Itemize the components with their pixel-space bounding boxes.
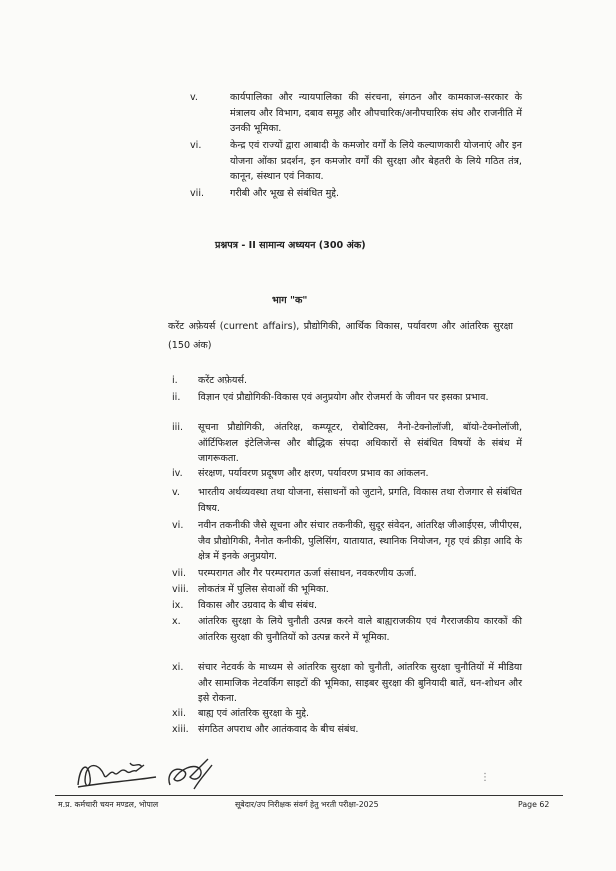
part-heading: भाग "क" (272, 295, 308, 306)
section-intro: करेंट अफ़ेयर्स (current affairs), प्रौद्योगिकी, आर्थिक विकास, पर्यावरण और आंतरिक सुरक्षा (150 अंक) (168, 321, 513, 351)
item-number: xii. (172, 708, 187, 719)
paper-heading: प्रश्नपत्र - II सामान्य अध्ययन (300 अंक) (215, 240, 366, 251)
item-number: vi. (190, 140, 202, 151)
item-number: viii. (172, 584, 189, 595)
list-item (172, 566, 522, 582)
list-item (172, 485, 522, 516)
item-number: vi. (172, 520, 184, 531)
item-number: x. (172, 616, 181, 627)
list-item (172, 722, 522, 738)
list-item (172, 373, 522, 389)
item-text: केन्द्र एवं राज्यों द्वारा आबादी के कमजोर वर्गों के लिये कल्याणकारी योजनाएं और इन योजना ओंका प्रदर्शन, इन कमजोर वर्गों की सुरक्षा और बेहतरी के लिये गठित तंत्र, कानून, संस्थान एवं निकाय. (230, 140, 522, 182)
list-item (172, 420, 522, 467)
list-item (172, 518, 522, 565)
list-item (172, 582, 522, 598)
item-text: संगठित अपराध और आतंकवाद के बीच संबंध. (198, 724, 359, 735)
item-number: ix. (172, 600, 184, 611)
list-item (172, 614, 522, 645)
item-number: xiii. (172, 724, 189, 735)
item-text: संचार नेटवर्क के माध्यम से आंतरिक सुरक्षा को चुनौती, आंतरिक सुरक्षा चुनौतियों में मीडिया और सामाजिक नेटवर्किंग साइटों की भूमिका, साइबर सुरक्षा की बुनियादी बातें, धन-शोधन और इसे रोकना. (198, 662, 522, 704)
item-number: v. (190, 92, 198, 103)
signature-2 (160, 755, 220, 795)
item-text: गरीबी और भूख से संबंधित मुद्दे. (230, 188, 340, 199)
item-number: iii. (172, 422, 184, 433)
item-text: विज्ञान एवं प्रौद्योगिकी-विकास एवं अनुप्रयोग और रोजमर्रा के जीवन पर इसका प्रभाव. (198, 392, 489, 403)
item-number: vii. (190, 188, 205, 199)
item-text: कार्यपालिका और न्यायपालिका की संरचना, संगठन और कामकाज-सरकार के मंत्रालय और विभाग, दबाव समूह और औपचारिक/अनौपचारिक संघ और राजनीति में उनकी भूमिका. (230, 92, 522, 134)
list-item (172, 660, 522, 707)
item-text: करेंट अफ़ेयर्स. (198, 375, 248, 386)
item-text: आंतरिक सुरक्षा के लिये चुनौती उत्पन्न करने वाले बाह्यराजकीय एवं गैरराजकीय कारकों की आंतरिक सुरक्षा की चुनौतियों को उत्पन्न करने में भूमिका. (198, 616, 522, 643)
item-text: संरक्षण, पर्यावरण प्रदूषण और क्षरण, पर्यावरण प्रभाव का आंकलन. (198, 468, 429, 479)
list-item (172, 706, 522, 722)
item-text: नवीन तकनीकी जैसे सूचना और संचार तकनीकी, सुदूर संवेदन, आंतरिक्ष जीआईएस, जीपीएस, जैव प्रौद्योगिकी, नैनोत कनीकी, पुलिसिंग, यातायात, स्थानिक नियोजन, गृह एवं क्रीड़ा आदि के क्षेत्र में इनके अनुप्रयोग. (198, 520, 522, 562)
item-text: बाह्य एवं आंतरिक सुरक्षा के मुद्दे. (198, 708, 310, 719)
item-text: लोकतंत्र में पुलिस सेवाओं की भूमिका. (198, 584, 329, 595)
item-number: v. (172, 487, 180, 498)
list-item (172, 598, 522, 614)
list-item (172, 466, 522, 482)
list-item (172, 390, 522, 406)
item-text: विकास और उग्रवाद के बीच संबंध. (198, 600, 318, 611)
list-item (190, 90, 522, 137)
item-number: xi. (172, 662, 184, 673)
list-item (190, 186, 522, 202)
item-text: सूचना प्रौद्योगिकी, अंतरिक्ष, कम्प्यूटर, रोबोटिक्स, नैनो-टेक्नोलॉजी, बॉयो-टेक्नोलॉजी, ऑर्टिफिशल इंटेलिजेन्स और बौद्धिक संपदा अधिकारों से संबंधित विषयों के संबंध में जागरूकता. (198, 422, 522, 464)
footer-left: म.प्र. कर्मचारी चयन मण्डल, भोपाल (58, 800, 159, 809)
item-number: i. (172, 375, 178, 386)
page-number: Page 62 (518, 800, 550, 809)
item-number: iv. (172, 468, 183, 479)
signature-1 (70, 755, 165, 793)
item-text: परम्परागत और गैर परम्परागत ऊर्जा संसाधन, नवकरणीय ऊर्जा. (198, 568, 417, 579)
footer-center: सूबेदार/उप निरीक्षक संवर्ग हेतु भरती परीक्षा-2025 (235, 800, 379, 809)
margin-mark: ⋮ (480, 772, 490, 783)
list-item (190, 138, 522, 185)
item-number: ii. (172, 392, 181, 403)
item-text: भारतीय अर्थव्यवस्था तथा योजना, संसाधनों को जुटाने, प्रगति, विकास तथा रोजगार से संबंधित विषय. (198, 487, 522, 514)
footer-divider (55, 795, 563, 796)
item-number: vii. (172, 568, 187, 579)
